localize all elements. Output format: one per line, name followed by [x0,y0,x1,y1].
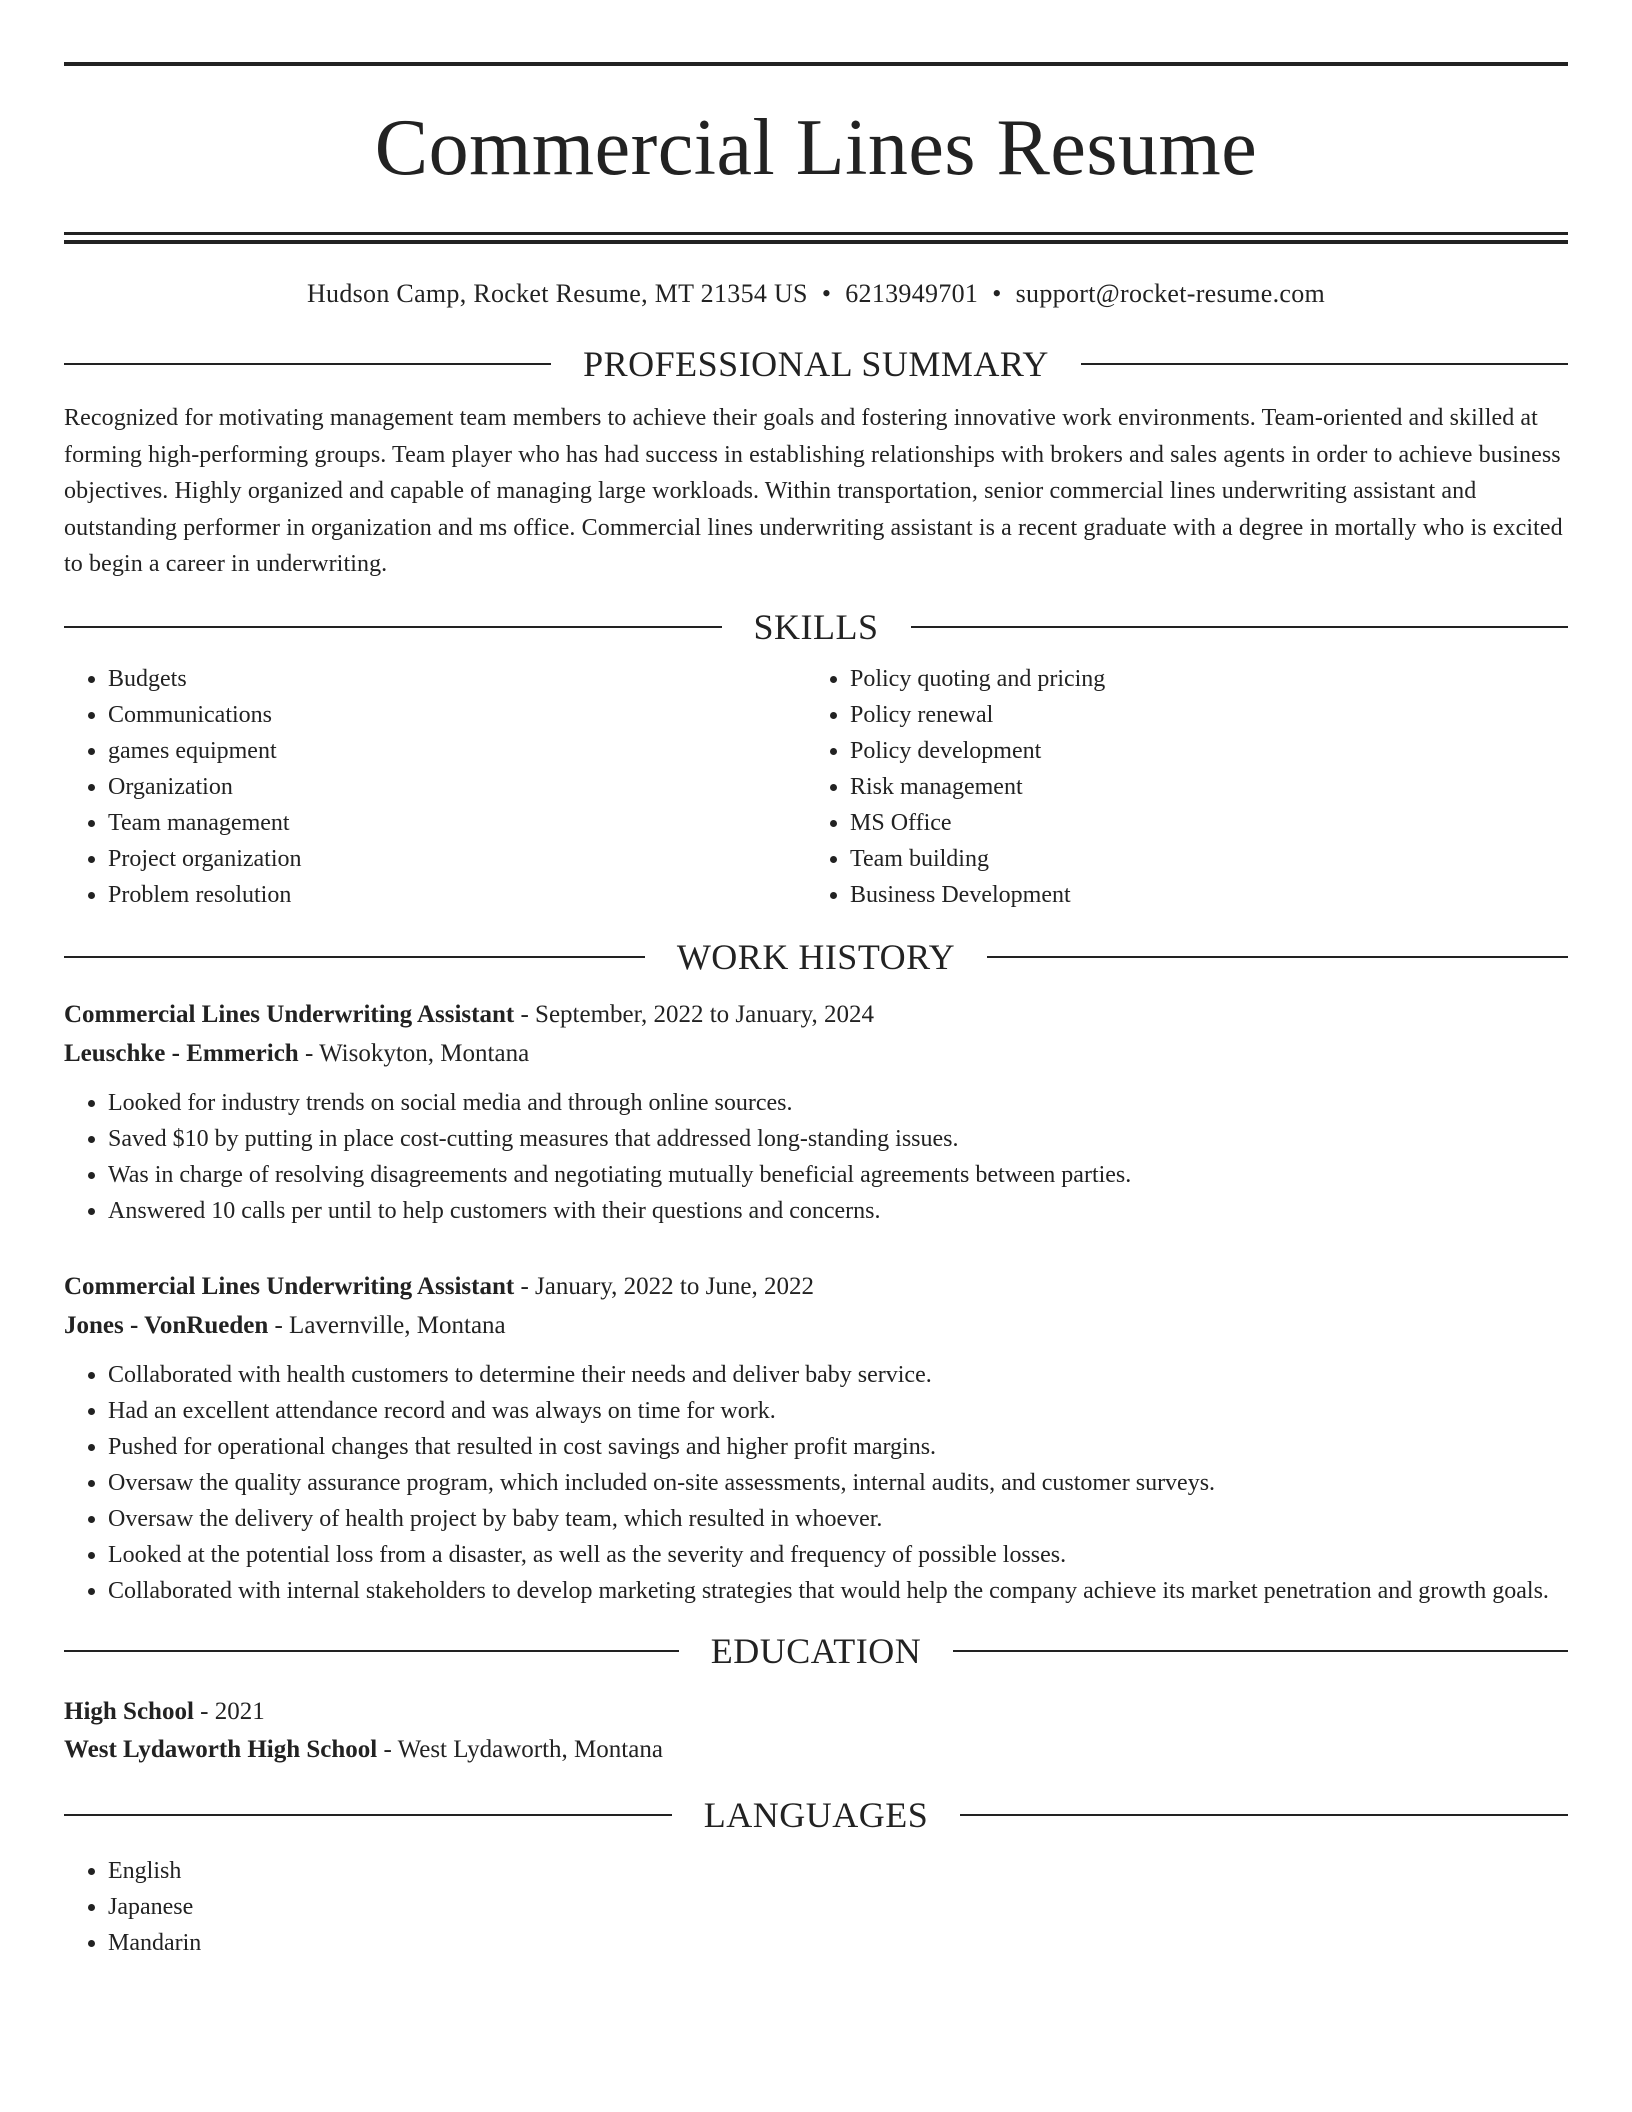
job-bullet: • Saved $10 by putting in place cost-cutting measures that addressed long-standing issues. [108,1121,1568,1157]
job-title: Commercial Lines Underwriting Assistant [64,1000,515,1028]
job-entry [64,995,1568,1229]
skill-item: • Business Development [850,877,1548,913]
skill-item: • Team management [108,805,806,841]
skill-item: • Communications [108,697,806,733]
skill-item: • Problem resolution [108,877,806,913]
job-entry [64,1267,1568,1609]
skills-section-header [64,605,1568,649]
section-rule [64,956,645,958]
job-location: - Wisokyton, Montana [298,1039,530,1067]
job-location: - Lavernville, Montana [268,1311,506,1339]
section-rule [64,626,722,628]
language-item: • Japanese [108,1889,1568,1925]
skill-item: • Risk management [850,769,1548,805]
language-item: • English [108,1853,1568,1889]
skill-item: • Organization [108,769,806,805]
section-rule [64,363,551,365]
language-item: • Mandarin [108,1925,1568,1961]
job-title-line [64,1267,1568,1306]
education-year: - 2021 [193,1697,265,1725]
skills-list [64,661,1568,913]
job-bullet: • Answered 10 calls per until to help customers with their questions and concerns. [108,1193,1568,1229]
job-bullet: • Collaborated with internal stakeholders to develop marketing strategies that would help the company achieve its market penetration and growth goals. [108,1573,1568,1609]
education-degree-line [64,1693,1568,1731]
skill-item: • Policy quoting and pricing [850,661,1548,697]
education-section-header [64,1629,1568,1673]
section-rule [64,1814,672,1816]
resume-title: Commercial Lines Resume [374,104,1258,192]
education-degree: High School [64,1697,194,1725]
section-rule [960,1814,1568,1816]
skill-item: • Team building [850,841,1548,877]
contact-address: Hudson Camp, Rocket Resume, MT 21354 US [306,279,808,308]
section-rule [911,626,1569,628]
job-company: Leuschke - Emmerich [64,1039,299,1067]
languages-heading: LANGUAGES [703,1794,929,1835]
contact-separator: • [992,279,1002,308]
job-bullet: • Was in charge of resolving disagreements and negotiating mutually beneficial agreements between parties. [108,1157,1568,1193]
skills-heading: SKILLS [753,606,879,647]
job-bullet: • Looked at the potential loss from a disaster, as well as the severity and frequency of possible losses. [108,1537,1568,1573]
skills-column-left [64,661,806,913]
languages-section-header [64,1793,1568,1837]
skill-item: • games equipment [108,733,806,769]
job-bullet: • Oversaw the delivery of health project by baby team, which resulted in whoever. [108,1501,1568,1537]
job-bullet: • Collaborated with health customers to determine their needs and deliver baby service. [108,1357,1568,1393]
job-bullets [64,1085,1568,1229]
job-title-line [64,995,1568,1034]
job-company: Jones - VonRueden [64,1311,269,1339]
languages-list [64,1853,1568,1961]
contact-line [64,278,1568,310]
education-location: - West Lydaworth, Montana [377,1735,663,1763]
job-bullet: • Looked for industry trends on social media and through online sources. [108,1085,1568,1121]
top-rule [64,62,1568,66]
skill-item: • Policy development [850,733,1548,769]
contact-separator: • [821,279,832,308]
title-double-rule [64,232,1568,244]
education-entry [64,1693,1568,1769]
section-rule [953,1650,1568,1652]
job-bullets [64,1357,1568,1609]
job-dates: - January, 2022 to June, 2022 [514,1272,814,1300]
job-dates: - September, 2022 to January, 2024 [514,1000,875,1028]
section-rule [1081,363,1568,365]
job-bullet: • Had an excellent attendance record and was always on time for work. [108,1393,1568,1429]
summary-text: Recognized for motivating management team members to achieve their goals and fostering innovative work environments. Team-oriented and skilled at forming high-performing groups. Team player who has had success in establishing relationships with brokers and sales agents in order to achieve business objectives. Highly organized and capable of managing large workloads. Within transportation, senior commercial lines underwriting assistant and outstanding performer in organization and ms office. Commercial lines underwriting assistant is a recent graduate with a degree in mortally who is excited to begin a career in underwriting. [64,405,1563,577]
section-rule [987,956,1568,958]
work-section-header [64,935,1568,979]
job-company-line [64,1034,1568,1073]
skill-item: • Project organization [108,841,806,877]
job-bullet: • Pushed for operational changes that resulted in cost savings and higher profit margins. [108,1429,1568,1465]
job-company-line [64,1306,1568,1345]
summary-heading: PROFESSIONAL SUMMARY [583,344,1049,384]
education-school-line [64,1731,1568,1769]
education-school: West Lydaworth High School [64,1735,378,1763]
section-rule [64,1650,679,1652]
summary-section-header [64,342,1568,386]
skill-item: • Policy renewal [850,697,1548,733]
education-heading: EDUCATION [710,1630,922,1671]
job-bullet: • Oversaw the quality assurance program, which included on-site assessments, internal audits, and customer surveys. [108,1465,1568,1501]
skill-item: • Budgets [108,661,806,697]
contact-email[interactable]: support@rocket-resume.com [1015,279,1326,308]
work-heading: WORK HISTORY [676,936,956,977]
job-title: Commercial Lines Underwriting Assistant [64,1272,515,1300]
contact-phone[interactable]: 6213949701 [845,279,979,308]
skills-column-right [806,661,1548,913]
skill-item: • MS Office [850,805,1548,841]
